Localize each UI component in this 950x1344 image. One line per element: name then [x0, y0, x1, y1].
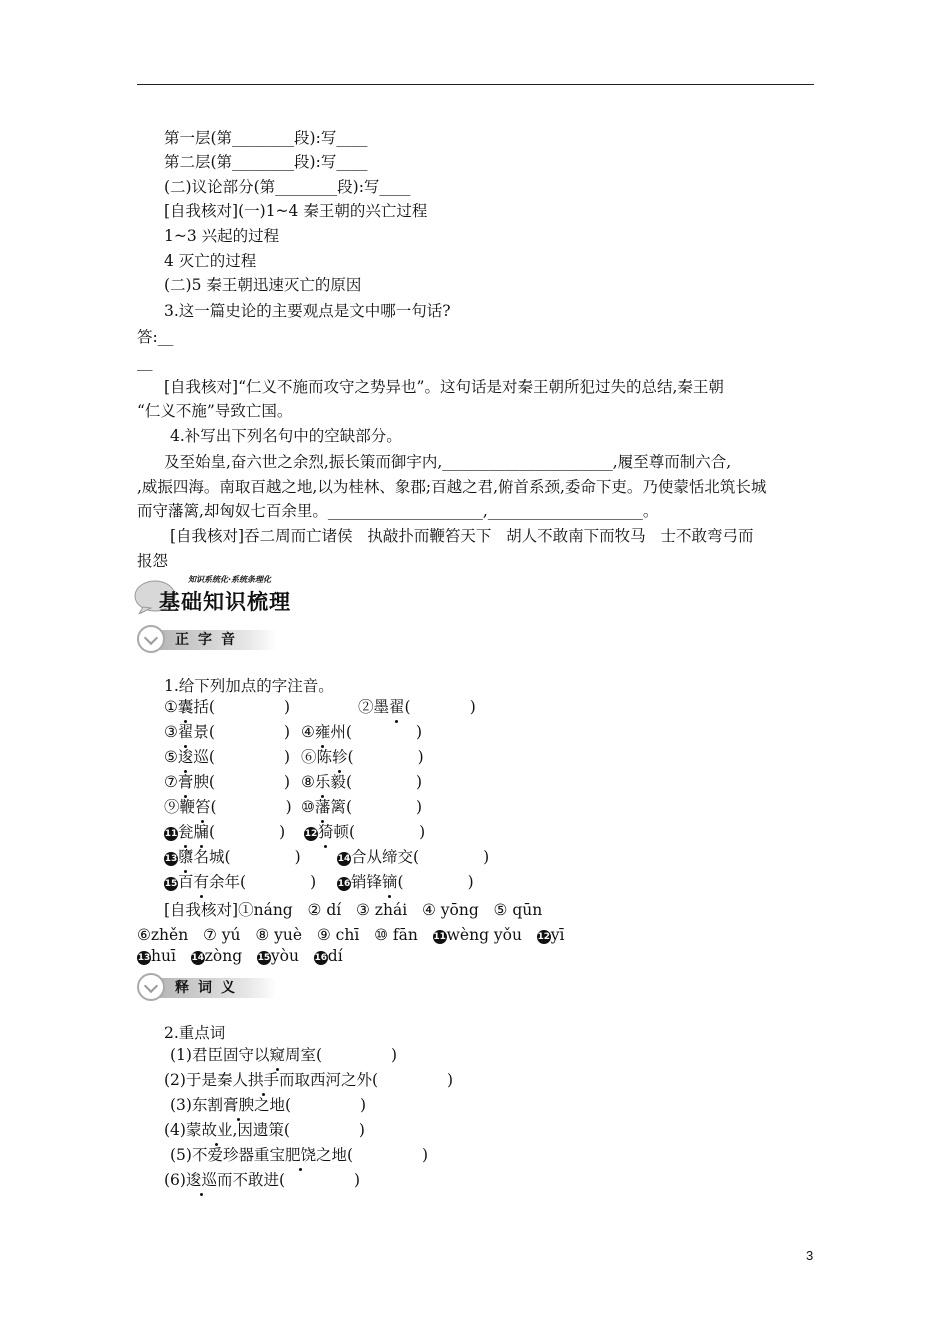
list-item: 11瓮牖( ): [164, 823, 286, 841]
list-item: (6)逡巡而不敢进( ): [164, 1171, 361, 1189]
answer-line: __: [137, 353, 153, 371]
text-line: 第二层(第________段):写____: [164, 153, 368, 171]
text-line: [自我核对]吞二周而亡诸侯 执敲扑而鞭笞天下 胡人不敢南下而牧马 士不敢弯弓而: [170, 527, 754, 545]
section-subtitle: 知识系统化·系统条理化: [188, 575, 272, 584]
text-line: ,威振四海。南取百越之地,以为桂林、象郡;百越之君,俯首系颈,委命下吏。乃使蒙恬北筑长城: [137, 478, 767, 496]
list-item: ④雍州( ): [301, 723, 423, 741]
list-item: ②墨翟( ): [358, 698, 476, 716]
question-2: 2.重点词: [164, 1024, 226, 1042]
list-item: ⑨鞭笞( ): [164, 798, 292, 816]
answer-check: [自我核对]①náng ② dí ③ zhái ④ yōng ⑤ qūn: [164, 901, 543, 919]
list-item: 12猗顿( ): [304, 823, 426, 841]
list-item: 16销锋镝( ): [337, 873, 474, 891]
list-item: (4)蒙故业,因遗策( ): [164, 1121, 365, 1139]
list-item: 13隳名城( ): [164, 848, 301, 866]
list-item: (5)不爱珍器重宝肥饶之地( ): [170, 1146, 429, 1164]
list-item: (2)于是秦人拱手而取西河之外( ): [164, 1071, 454, 1089]
answer-check: ⑥zhěn ⑦ yú ⑧ yuè ⑨ chī ⑩ fān 11wèng yǒu 12yī: [137, 926, 565, 944]
list-item: 15百有余年( ): [164, 873, 317, 891]
list-item: (1)君臣固守以窥周室( ): [170, 1046, 398, 1064]
section-header: [133, 574, 303, 614]
text-line: 第一层(第________段):写____: [164, 129, 368, 147]
text-line: 及至始皇,奋六世之余烈,振长策而御宇内,______________________,履至尊而制六合,: [164, 453, 732, 471]
answer-check: 13huī 14zòng 15yòu 16dí: [137, 947, 343, 965]
list-item: ⑩藩篱( ): [301, 798, 423, 816]
chevron-down-icon: [137, 625, 165, 653]
list-item: ③翟景( ): [164, 723, 290, 741]
question-4: 4.补写出下列名句中的空缺部分。: [170, 427, 402, 445]
answer-line: 答:__: [137, 328, 174, 346]
list-item: 14合从缔交( ): [337, 848, 490, 866]
text-line: 1~3 兴起的过程: [164, 227, 280, 245]
text-line: 而守藩篱,却匈奴七百余里。____________________,____________________。: [137, 502, 659, 520]
chevron-down-icon: [137, 973, 165, 1001]
list-item: ①囊括( ): [164, 698, 290, 716]
question-3: 3.这一篇史论的主要观点是文中哪一句话?: [164, 302, 451, 320]
text-line: “仁义不施”导致亡国。: [137, 402, 293, 420]
list-item: ⑥陈轸( ): [301, 748, 424, 766]
list-item: (3)东割膏腴之地( ): [170, 1096, 367, 1114]
tab-correct-pronunciation: 正字音: [137, 625, 277, 655]
header-rule: [137, 84, 814, 85]
text-line: 报怨: [137, 552, 169, 570]
list-item: ⑤逡巡( ): [164, 748, 290, 766]
text-line: [自我核对](一)1~4 秦王朝的兴亡过程: [164, 202, 428, 220]
text-line: 4 灭亡的过程: [164, 252, 257, 270]
list-item: ⑦膏腴( ): [164, 773, 290, 791]
text-line: (二)5 秦王朝迅速灭亡的原因: [164, 276, 362, 294]
question-1: 1.给下列加点的字注音。: [164, 677, 334, 695]
page-number: 3: [806, 1248, 814, 1263]
list-item: ⑧乐毅( ): [301, 773, 423, 791]
section-title: 基础知识梳理: [159, 590, 291, 614]
text-line: (二)议论部分(第________段):写____: [164, 178, 411, 196]
text-line: [自我核对]“仁义不施而攻守之势异也”。这句话是对秦王朝所犯过失的总结,秦王朝: [164, 378, 724, 396]
tab-word-meaning: 释词义: [137, 973, 277, 1003]
